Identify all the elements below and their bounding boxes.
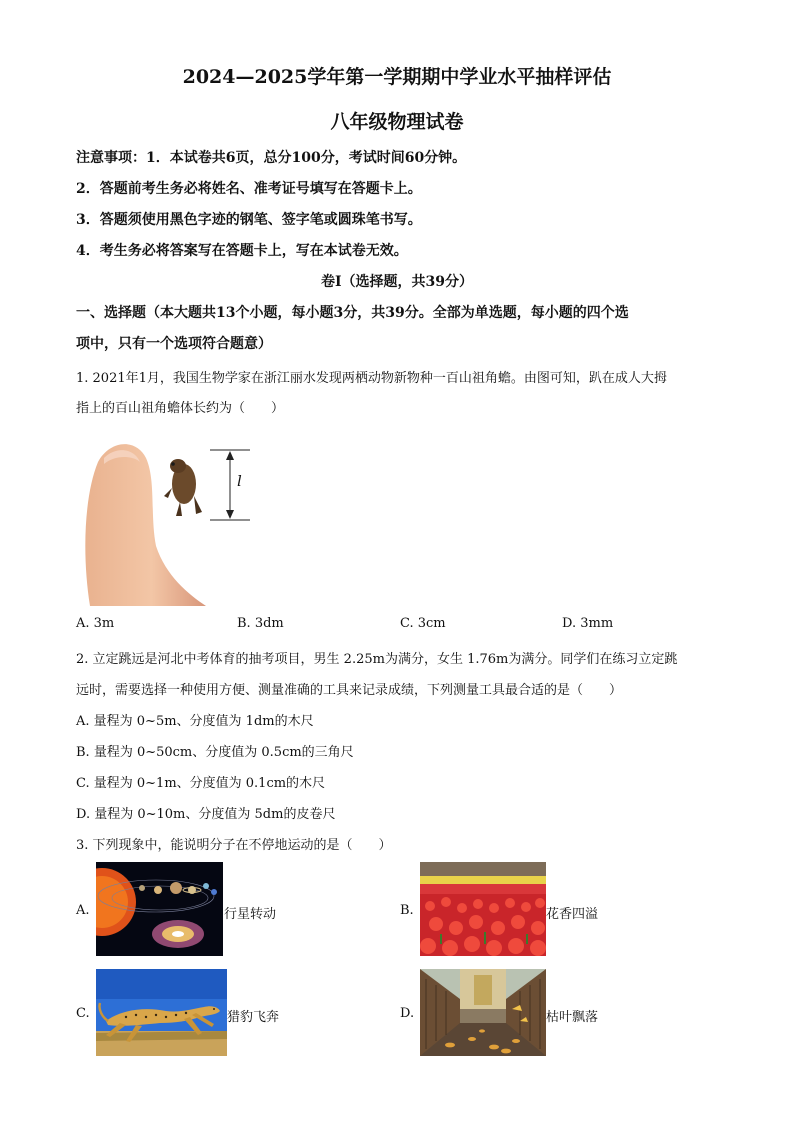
q3-option-d-letter: D. xyxy=(400,1006,415,1021)
note-line-2: 2．答题前考生务必将姓名、准考证号填写在答题卡上。 xyxy=(76,181,422,197)
q3-option-c-text: 猎豹飞奔 xyxy=(227,1010,280,1025)
q2-option-d: D. 量程为 0~10m、分度值为 5dm的皮卷尺 xyxy=(76,807,336,822)
q2-option-a: A. 量程为 0~5m、分度值为 1dm的木尺 xyxy=(76,714,314,729)
q3-option-b-flowers-image xyxy=(420,862,546,956)
section-title: 卷Ⅰ（选择题，共39分） xyxy=(320,274,474,290)
q1-figure-length-label: l xyxy=(237,472,242,490)
q3-option-d-text: 枯叶飘落 xyxy=(546,1010,599,1025)
exam-title: 2024—2025学年第一学期期中学业水平抽样评估 xyxy=(182,66,612,88)
q3-stem: 3. 下列现象中，能说明分子在不停地运动的是（ ） xyxy=(76,838,392,853)
q3-option-b-letter: B. xyxy=(400,903,414,918)
q3-option-a-text: 行星转动 xyxy=(224,907,277,922)
q3-option-c-letter: C. xyxy=(76,1006,90,1021)
q3-option-c-cheetah-image xyxy=(96,969,227,1056)
q3-option-b-text: 花香四溢 xyxy=(546,907,599,922)
q1-option-d: D. 3mm xyxy=(562,616,614,631)
q1-option-b: B. 3dm xyxy=(237,616,284,631)
q1-figure-thumb-frog xyxy=(76,436,276,608)
q1-stem-line-2: 指上的百山祖角蟾体长约为（ ） xyxy=(76,401,285,416)
q2-option-b: B. 量程为 0~50cm、分度值为 0.5cm的三角尺 xyxy=(76,745,354,760)
frog-icon xyxy=(164,459,202,516)
q3-option-a-planets-image xyxy=(96,862,223,956)
q3-option-a-letter: A. xyxy=(76,903,90,918)
q2-stem-line-2: 远时，需要选择一种使用方便、测量准确的工具来记录成绩，下列测量工具最合适的是（ ） xyxy=(76,683,623,698)
exam-subtitle: 八年级物理试卷 xyxy=(330,111,464,133)
note-line-1: 注意事项：1．本试卷共6页，总分100分，考试时间60分钟。 xyxy=(76,150,467,166)
note-line-3: 3．答题须使用黑色字迹的钢笔、签字笔或圆珠笔书写。 xyxy=(76,212,422,228)
note-line-4: 4．考生务必将答案写在答题卡上，写在本试卷无效。 xyxy=(76,243,408,259)
section-intro-line-1: 一、选择题（本大题共13个小题，每小题3分，共39分。全部为单选题，每小题的四个选 xyxy=(76,305,629,321)
q2-option-c: C. 量程为 0~1m、分度值为 0.1cm的木尺 xyxy=(76,776,326,791)
q2-stem-line-1: 2. 立定跳远是河北中考体育的抽考项目，男生 2.25m为满分，女生 1.76m为满分。同学们在练习立定跳 xyxy=(76,652,678,667)
section-intro-line-2: 项中，只有一个选项符合题意） xyxy=(76,336,272,352)
q1-option-c: C. 3cm xyxy=(400,616,446,631)
q1-stem-line-1: 1. 2021年1月，我国生物学家在浙江丽水发现两栖动物新物种一百山祖角蟾。由图可知，趴在成人大拇 xyxy=(76,371,667,386)
q1-option-a: A. 3m xyxy=(76,616,115,631)
q3-option-d-leaves-image xyxy=(420,969,546,1056)
